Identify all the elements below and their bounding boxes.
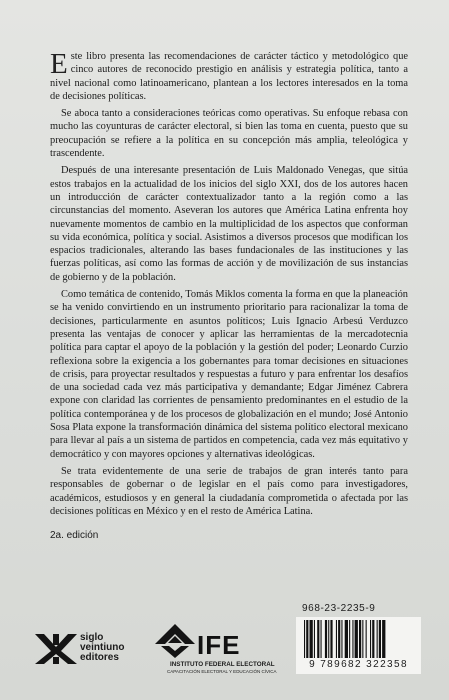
barcode-bar: [345, 620, 348, 658]
barcode-bar: [336, 620, 337, 658]
barcode-bar: [314, 620, 315, 658]
barcode-bar: [310, 620, 313, 658]
barcode-bar: [366, 620, 367, 658]
barcode-bars: [304, 620, 414, 658]
barcode-bar: [341, 620, 342, 658]
drop-cap: E: [50, 48, 68, 80]
barcode-bar: [379, 620, 381, 658]
barcode-bar: [325, 620, 327, 658]
barcode-number: 9 789682 322358: [309, 659, 408, 670]
publisher-line-1: siglo: [80, 632, 104, 643]
barcode-bar: [330, 620, 332, 658]
barcode-bar: [328, 620, 329, 658]
siglo-veintiuno-logo-icon: [35, 634, 77, 664]
ife-emblem-icon: [155, 624, 195, 658]
barcode-bar: [306, 620, 308, 658]
publisher-line-2: veintiuno: [80, 642, 125, 653]
barcode-bar: [372, 620, 374, 658]
barcode-bar: [304, 620, 305, 658]
barcode: [296, 617, 421, 674]
barcode-bar: [362, 620, 363, 658]
barcode-bar: [370, 620, 371, 658]
ife-subtitle: INSTITUTO FEDERAL ELECTORAL: [170, 661, 275, 668]
barcode-bar: [338, 620, 340, 658]
barcode-bar: [355, 620, 358, 658]
isbn-number: 968-23-2235-9: [302, 603, 376, 614]
barcode-bar: [377, 620, 378, 658]
paragraph-3: Después de una interesante presentación de Luis Maldonado Venegas, que sitúa estos trabajos en la actualidad de los inicios del siglo XXI, dos de los autores hacen un introducción de carácter contextualizador tanto a la región como a las circunstancias del momento. Aseveran los autores que América Latina enfrenta hoy nuevamente momentos de cambio en la multiplicidad de los aspectos que conforman su vida económica, política y social. Asistimos a diversos procesos que modifican los espacios tradicionales, alterando las bases fundacionales de las instituciones y las fuerzas políticas, así como las formas de acción y de movilización de sus instancias de gobierno y de la población.: [50, 165, 408, 283]
paragraph-2: Se aboca tanto a consideraciones teóricas como operativas. Su enfoque rebasa con mucho las coyunturas de carácter electoral, si bien las toma en cuenta, puesto que su preocupación se refiere a la política en su concepción más amplia, teleológica y trascendente.: [50, 108, 408, 160]
publisher-name: [80, 633, 124, 663]
barcode-bar: [359, 620, 361, 658]
ife-wordmark: IFE: [197, 630, 241, 660]
paragraph-4: Como temática de contenido, Tomás Miklos comenta la forma en que la planeación se ha venido convirtiendo en un instrumento prioritario para racionalizar la toma de decisiones, particularmente en asuntos políticos; Luis Ignacio Arbesú Verduzco presenta las ventajas de conocer y aplicar las herramientas de la mercadotecnia política para captar el apoyo de la población y la gestión del poder; Leonardo Curzio reflexiona sobre la exigencia a los gobernantes para tomar decisiones en situaciones de crisis, para proyectar resultados y respuestas a futuro y para enfrentar los desafíos de una sociedad cada vez más participativa y demandante; Edgar Jiménez Cabrera expone con claridad las corrientes de pensamiento predominantes en el estudio de la política contemporánea y de los procesos de globalización en el mundo; José Antonio Sosa Plata expone la transformación dinámica del sistema político electoral mexicano para llevar al país a un sistema de partidos en competencia, cada vez más equitativo y democrático y con mayores opciones y alternativas ideológicas.: [50, 289, 408, 460]
paragraph-5: Se trata evidentemente de una serie de trabajos de gran interés tanto para responsables de gobernar o de legislar en el país como para investigadores, académicos, estudiosos y en general la ciudadanía comprometida o afectada por las decisiones políticas en México y en el resto de América Latina.: [50, 465, 408, 517]
edition-label: 2a. edición: [50, 530, 99, 541]
barcode-bar: [352, 620, 353, 658]
barcode-bar: [349, 620, 350, 658]
synopsis-text: [50, 50, 408, 522]
barcode-bar: [317, 620, 319, 658]
ife-tagline: CAPACITACIÓN ELECTORAL Y EDUCACIÓN CÍVICA: [167, 669, 277, 674]
barcode-bar: [321, 620, 322, 658]
barcode-bar: [382, 620, 385, 658]
paragraph-1: [50, 50, 408, 103]
paragraph-1-text: ste libro presenta las recomendaciones de carácter táctico y metodológico que cinco autores de reconocido prestigio en análisis y estrategia política, tanto a nivel nacional como latinoamericano, plantean a los lectores interesados en la toma de decisiones políticas.: [50, 51, 408, 102]
publisher-line-3: editores: [80, 652, 119, 663]
